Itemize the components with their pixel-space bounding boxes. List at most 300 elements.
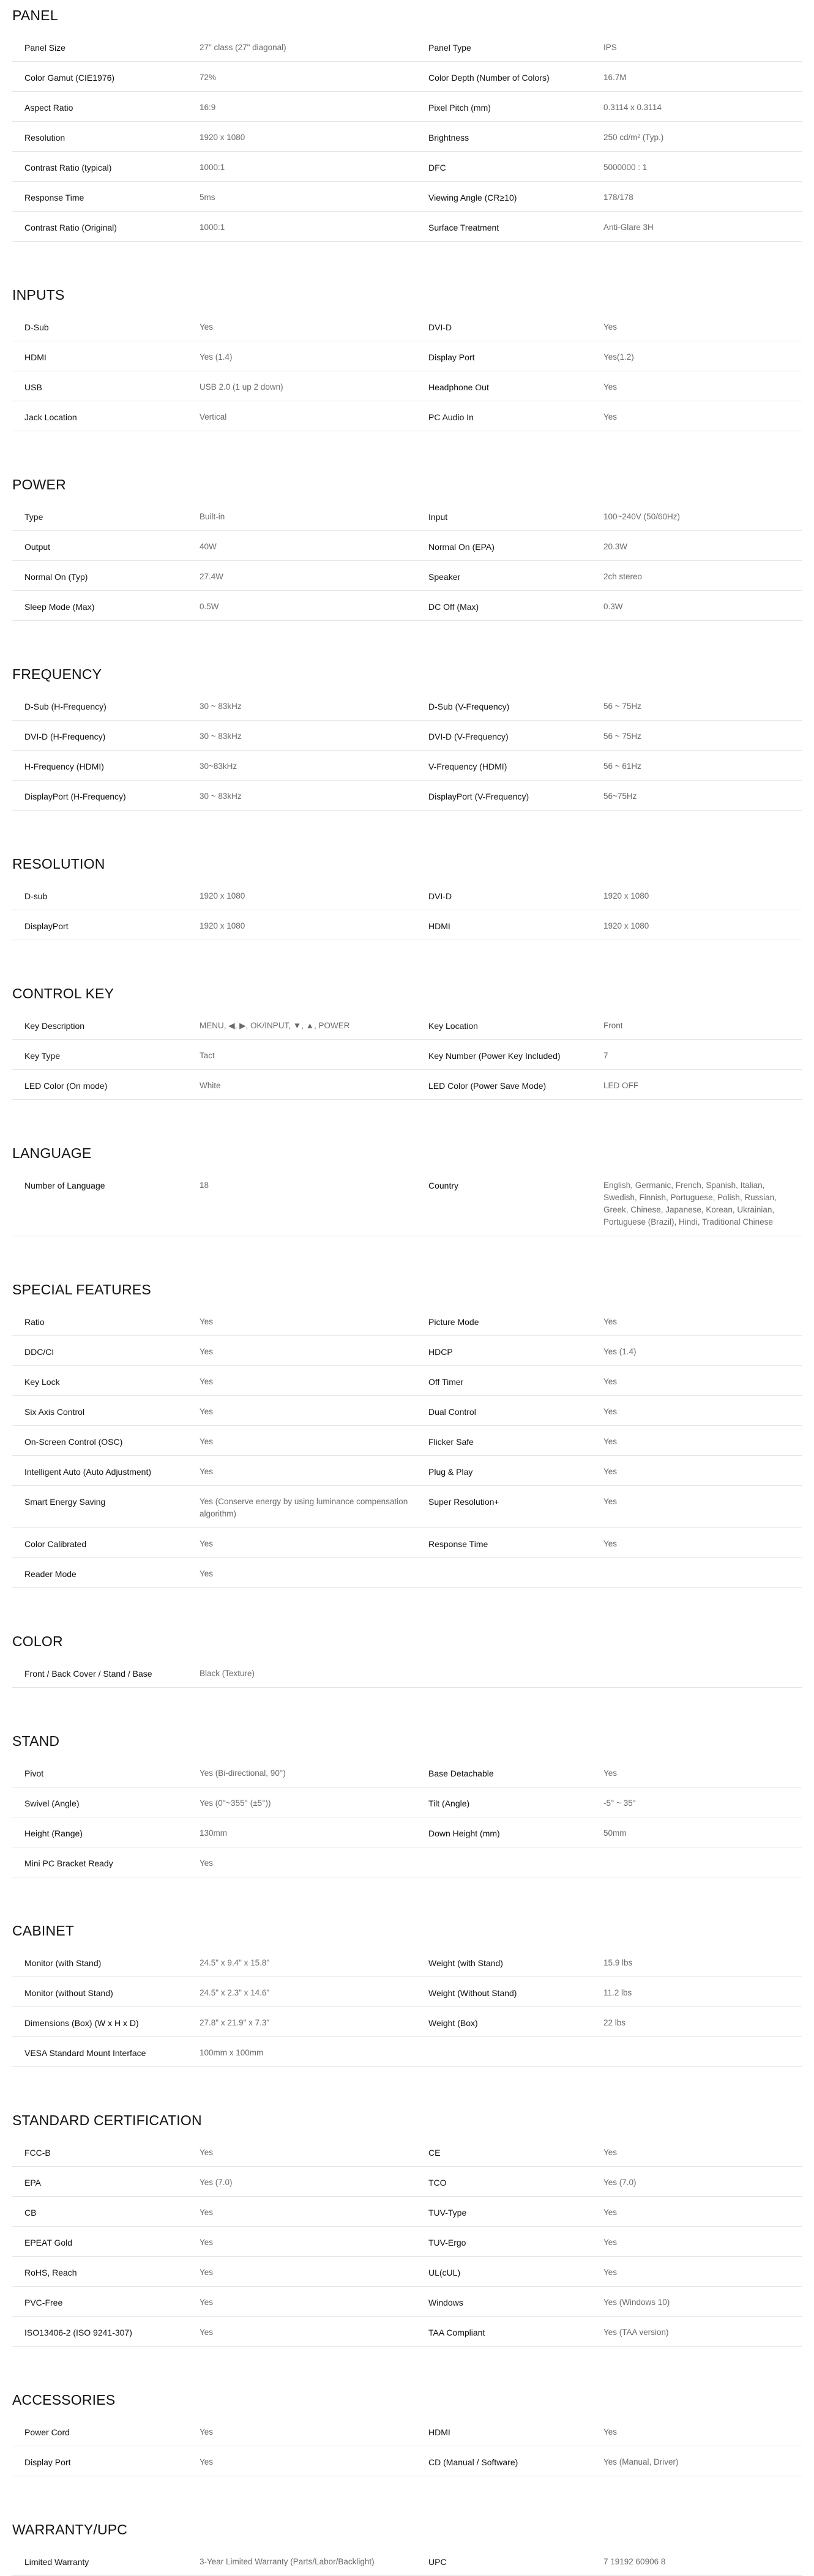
spec-label: Panel Size <box>24 43 65 53</box>
spec-value: MENU, ◀, ▶, OK/INPUT, ▼, ▲, POWER <box>200 1021 350 1030</box>
spec-value: Yes (Manual, Driver) <box>603 2457 679 2467</box>
spec-value: Yes <box>200 2208 214 2217</box>
spec-value: Yes (7.0) <box>200 2178 233 2187</box>
section-title: SPECIAL FEATURES <box>12 1282 151 1297</box>
spec-row <box>12 1366 802 1396</box>
spec-label: HDMI <box>24 352 47 362</box>
spec-label: CD (Manual / Software) <box>428 2457 518 2467</box>
spec-value: Yes <box>603 1437 618 1446</box>
section-title: ACCESSORIES <box>12 2392 116 2408</box>
spec-label: Color Gamut (CIE1976) <box>24 73 115 83</box>
spec-row <box>12 2546 802 2576</box>
section-divider-space <box>12 621 802 659</box>
spec-value: Built-in <box>200 512 225 521</box>
spec-label: Reader Mode <box>24 1569 77 1579</box>
spec-value: 100~240V (50/60Hz) <box>603 512 680 521</box>
spec-label: D-Sub (V-Frequency) <box>428 702 510 711</box>
spec-label: ISO13406-2 (ISO 9241-307) <box>24 2328 132 2337</box>
spec-row <box>12 1306 802 1336</box>
spec-value: Yes <box>200 1407 214 1416</box>
spec-row <box>12 1456 802 1486</box>
spec-label: CE <box>428 2148 441 2158</box>
spec-row <box>12 1170 802 1236</box>
spec-value: Yes <box>603 382 618 392</box>
spec-value: White <box>200 1081 221 1090</box>
spec-value: Yes (1.4) <box>603 1347 637 1356</box>
spec-row <box>12 371 802 401</box>
spec-value: IPS <box>603 43 617 52</box>
spec-value: Yes <box>200 1347 214 1356</box>
spec-value: 56 ~ 75Hz <box>603 732 641 741</box>
spec-row <box>12 1558 802 1588</box>
spec-value: Yes <box>603 2238 618 2247</box>
spec-value: Yes (Bi-directional, 90°) <box>200 1769 286 1778</box>
spec-row <box>12 691 802 721</box>
spec-row <box>12 182 802 212</box>
spec-table <box>12 311 802 431</box>
spec-value: LED OFF <box>603 1081 639 1090</box>
spec-label: Panel Type <box>428 43 471 53</box>
spec-label: Output <box>24 542 51 552</box>
spec-value: 0.3W <box>603 602 623 611</box>
spec-label: Flicker Safe <box>428 1437 474 1447</box>
spec-table <box>12 501 802 621</box>
spec-label: Intelligent Auto (Auto Adjustment) <box>24 1467 152 1477</box>
spec-value: Tact <box>200 1051 215 1060</box>
spec-label: DVI-D (H-Frequency) <box>24 732 106 741</box>
spec-label: EPA <box>24 2178 41 2188</box>
spec-row <box>12 1336 802 1366</box>
spec-label: Brightness <box>428 133 469 143</box>
spec-value: 1920 x 1080 <box>200 133 245 142</box>
spec-label: Front / Back Cover / Stand / Base <box>24 1669 152 1679</box>
spec-table <box>12 880 802 940</box>
spec-value: 7 <box>603 1051 608 1060</box>
spec-value: Yes <box>603 2427 618 2437</box>
section-divider-space <box>12 1588 802 1626</box>
spec-label: DVI-D (V-Frequency) <box>428 732 509 741</box>
spec-label: Pivot <box>24 1769 44 1778</box>
spec-value: Yes (TAA version) <box>603 2328 669 2337</box>
spec-value: 24.5" x 2.3" x 14.6" <box>200 1988 270 1997</box>
spec-row <box>12 2257 802 2287</box>
spec-section-cabinet <box>12 1915 802 2067</box>
spec-value: 56 ~ 61Hz <box>603 762 641 771</box>
spec-value: 0.5W <box>200 602 219 611</box>
spec-row <box>12 2167 802 2197</box>
spec-row <box>12 781 802 811</box>
spec-value: 72% <box>200 73 217 82</box>
spec-value <box>603 1568 802 1580</box>
section-divider-space <box>12 940 802 978</box>
spec-value <box>603 1857 802 1869</box>
spec-value: Yes (1.4) <box>200 352 233 362</box>
spec-value: 30 ~ 83kHz <box>200 792 242 801</box>
spec-table <box>12 2546 802 2576</box>
spec-value: Yes <box>200 2148 214 2157</box>
spec-label: TUV-Type <box>428 2208 467 2218</box>
spec-label: USB <box>24 382 42 392</box>
spec-label: Headphone Out <box>428 382 489 392</box>
spec-table <box>12 2137 802 2347</box>
spec-row <box>12 1947 802 1977</box>
spec-value: Yes <box>603 1377 618 1386</box>
spec-value: 40W <box>200 542 217 551</box>
spec-table <box>12 1758 802 1877</box>
spec-label: RoHS, Reach <box>24 2268 77 2277</box>
spec-section-special-features <box>12 1274 802 1588</box>
spec-value: 1920 x 1080 <box>603 921 649 930</box>
spec-row <box>12 1758 802 1787</box>
spec-value: 1920 x 1080 <box>603 891 649 900</box>
spec-label: DVI-D <box>428 891 452 901</box>
spec-value: Anti-Glare 3H <box>603 223 654 232</box>
spec-label: TAA Compliant <box>428 2328 485 2337</box>
spec-row <box>12 751 802 781</box>
spec-label: D-Sub <box>24 322 49 332</box>
spec-value: Yes <box>200 2427 214 2437</box>
spec-label: Normal On (EPA) <box>428 542 495 552</box>
spec-value: 30~83kHz <box>200 762 237 771</box>
spec-label: Base Detachable <box>428 1769 494 1778</box>
spec-label: UL(cUL) <box>428 2268 461 2277</box>
spec-row <box>12 1817 802 1847</box>
spec-row <box>12 1847 802 1877</box>
spec-label: Ratio <box>24 1317 45 1327</box>
spec-row <box>12 880 802 910</box>
spec-label: Monitor (with Stand) <box>24 1958 102 1968</box>
spec-row <box>12 311 802 341</box>
section-title: POWER <box>12 477 66 492</box>
spec-label: Dual Control <box>428 1407 476 1417</box>
spec-value: Yes <box>200 1317 214 1326</box>
spec-label: CB <box>24 2208 37 2218</box>
spec-value: Yes <box>603 1317 618 1326</box>
spec-label: LED Color (Power Save Mode) <box>428 1081 547 1091</box>
spec-label: Off Timer <box>428 1377 464 1387</box>
spec-row <box>12 92 802 122</box>
spec-value: 1920 x 1080 <box>200 921 245 930</box>
spec-section-control-key <box>12 978 802 1100</box>
spec-value: Yes <box>200 1858 214 1868</box>
spec-label: VESA Standard Mount Interface <box>24 2048 146 2058</box>
spec-value: 27" class (27" diagonal) <box>200 43 286 52</box>
spec-value: Yes (Conserve energy by using luminance compensation algorithm) <box>200 1497 408 1518</box>
spec-section-panel <box>12 0 802 242</box>
spec-value: 130mm <box>200 1828 228 1838</box>
spec-row <box>12 62 802 92</box>
spec-section-accessories <box>12 2385 802 2476</box>
section-title: STANDARD CERTIFICATION <box>12 2112 202 2128</box>
spec-value: Yes <box>200 1437 214 1446</box>
spec-label: TCO <box>428 2178 447 2188</box>
spec-value: Vertical <box>200 412 227 421</box>
spec-value: Yes <box>603 1467 618 1476</box>
spec-value: 27.4W <box>200 572 224 581</box>
spec-value: 22 lbs <box>603 2018 626 2027</box>
spec-value: Yes <box>603 412 618 421</box>
spec-label: Jack Location <box>24 412 77 422</box>
spec-value: Front <box>603 1021 623 1030</box>
spec-label: FCC-B <box>24 2148 51 2158</box>
spec-label: Country <box>428 1181 459 1190</box>
section-divider-space <box>12 2347 802 2385</box>
spec-value: Yes <box>200 1539 214 1548</box>
spec-value: 16:9 <box>200 103 216 112</box>
spec-row <box>12 2007 802 2037</box>
spec-value: Yes (0°~355° (±5°)) <box>200 1798 271 1808</box>
spec-label: D-Sub (H-Frequency) <box>24 702 106 711</box>
spec-table <box>12 691 802 811</box>
section-divider-space <box>12 1688 802 1726</box>
spec-value: Yes <box>200 322 214 332</box>
spec-row <box>12 561 802 591</box>
spec-label: LED Color (On mode) <box>24 1081 108 1091</box>
spec-value: 24.5" x 9.4" x 15.8" <box>200 1958 270 1967</box>
section-title: COLOR <box>12 1633 63 1649</box>
spec-value: Yes <box>603 2268 618 2277</box>
spec-row <box>12 152 802 182</box>
spec-value: 18 <box>200 1181 209 1190</box>
spec-value: Yes <box>603 1407 618 1416</box>
spec-value: USB 2.0 (1 up 2 down) <box>200 382 283 392</box>
spec-row <box>12 1070 802 1100</box>
spec-label: DisplayPort (V-Frequency) <box>428 792 529 801</box>
spec-value: Yes <box>603 1497 618 1506</box>
spec-label: Key Number (Power Key Included) <box>428 1051 561 1061</box>
spec-label: HDMI <box>428 921 450 931</box>
spec-label: Response Time <box>428 1539 488 1549</box>
spec-label: PVC-Free <box>24 2298 63 2307</box>
spec-label: Key Location <box>428 1021 478 1031</box>
spec-label: Picture Mode <box>428 1317 479 1327</box>
spec-row <box>12 122 802 152</box>
spec-label: Windows <box>428 2298 463 2307</box>
section-divider-space <box>12 1877 802 1915</box>
spec-value: 1920 x 1080 <box>200 891 245 900</box>
spec-label: Power Cord <box>24 2427 70 2437</box>
spec-row <box>12 1396 802 1426</box>
spec-label <box>428 1568 603 1580</box>
spec-label: Viewing Angle (CR≥10) <box>428 193 517 202</box>
spec-label: Tilt (Angle) <box>428 1798 470 1808</box>
spec-label: Contrast Ratio (typical) <box>24 163 112 173</box>
spec-label: Color Depth (Number of Colors) <box>428 73 550 83</box>
spec-section-power <box>12 469 802 621</box>
spec-value <box>603 1668 802 1680</box>
spec-table <box>12 1306 802 1588</box>
spec-row <box>12 32 802 62</box>
spec-label: Surface Treatment <box>428 223 499 232</box>
spec-value: -5° ~ 35° <box>603 1798 637 1808</box>
spec-row <box>12 1486 802 1528</box>
spec-section-warranty-upc <box>12 2514 802 2576</box>
spec-value: Yes <box>200 1569 214 1578</box>
spec-table <box>12 1010 802 1100</box>
section-divider-space <box>12 242 802 280</box>
spec-value: 56 ~ 75Hz <box>603 702 641 711</box>
spec-label: Contrast Ratio (Original) <box>24 223 117 232</box>
spec-section-frequency <box>12 659 802 811</box>
spec-row <box>12 591 802 621</box>
spec-value: Yes <box>200 2238 214 2247</box>
section-divider-space <box>12 1100 802 1138</box>
spec-row <box>12 2416 802 2446</box>
spec-row <box>12 401 802 431</box>
spec-value: 16.7M <box>603 73 627 82</box>
section-title: CONTROL KEY <box>12 985 114 1001</box>
spec-label: Six Axis Control <box>24 1407 85 1417</box>
spec-row <box>12 212 802 242</box>
spec-row <box>12 2446 802 2476</box>
spec-value: 5ms <box>200 193 215 202</box>
spec-label: Response Time <box>24 193 84 202</box>
spec-label: DFC <box>428 163 446 173</box>
spec-value: 11.2 lbs <box>603 1988 632 1997</box>
spec-label: HDMI <box>428 2427 450 2437</box>
spec-row <box>12 1010 802 1040</box>
section-divider-space <box>12 811 802 848</box>
spec-value: 100mm x 100mm <box>200 2048 264 2057</box>
spec-row <box>12 2137 802 2167</box>
spec-row <box>12 1040 802 1070</box>
spec-label <box>428 2047 603 2059</box>
section-title: STAND <box>12 1733 60 1749</box>
spec-value: 178/178 <box>603 193 633 202</box>
spec-value: English, Germanic, French, Spanish, Italian, Swedish, Finnish, Portuguese, Polish, Russian, Greek, Chinese, Japanese, Korean, Ukrainian, Portuguese (Brazil), Hindi, Traditional Chinese <box>603 1181 777 1227</box>
spec-label: Color Calibrated <box>24 1539 87 1549</box>
spec-row <box>12 1528 802 1558</box>
spec-label: Input <box>428 512 448 522</box>
spec-label: Display Port <box>24 2457 71 2467</box>
spec-label: Weight (with Stand) <box>428 1958 503 1968</box>
spec-row <box>12 1426 802 1456</box>
spec-row <box>12 2037 802 2067</box>
spec-section-standard-certification <box>12 2105 802 2347</box>
spec-label: Dimensions (Box) (W x H x D) <box>24 2018 139 2028</box>
spec-row <box>12 2287 802 2317</box>
spec-value: 20.3W <box>603 542 628 551</box>
spec-section-resolution <box>12 848 802 940</box>
spec-label: Key Lock <box>24 1377 60 1387</box>
spec-table <box>12 1658 802 1688</box>
spec-section-inputs <box>12 280 802 431</box>
spec-label: Key Description <box>24 1021 85 1031</box>
spec-label: Smart Energy Saving <box>24 1497 106 1507</box>
spec-value: 1000:1 <box>200 163 225 172</box>
spec-value: Yes <box>200 1467 214 1476</box>
spec-value: 15.9 lbs <box>603 1958 633 1967</box>
spec-value: 30 ~ 83kHz <box>200 702 242 711</box>
spec-row <box>12 531 802 561</box>
spec-table <box>12 2416 802 2476</box>
spec-label: Limited Warranty <box>24 2557 89 2567</box>
spec-row <box>12 2197 802 2227</box>
spec-value <box>603 2047 802 2059</box>
spec-label: Weight (Without Stand) <box>428 1988 517 1998</box>
spec-label: EPEAT Gold <box>24 2238 73 2248</box>
spec-row <box>12 1787 802 1817</box>
spec-row <box>12 341 802 371</box>
spec-value: Yes(1.2) <box>603 352 634 362</box>
section-divider-space <box>12 2067 802 2105</box>
spec-label: Down Height (mm) <box>428 1828 500 1838</box>
spec-table <box>12 32 802 242</box>
spec-label: H-Frequency (HDMI) <box>24 762 104 771</box>
spec-label: Normal On (Typ) <box>24 572 88 582</box>
section-divider-space <box>12 431 802 469</box>
spec-label: Swivel (Angle) <box>24 1798 80 1808</box>
spec-value: 50mm <box>603 1828 627 1838</box>
spec-value: Yes <box>603 2208 618 2217</box>
section-title: INPUTS <box>12 287 65 303</box>
spec-label: DisplayPort <box>24 921 69 931</box>
spec-value: Yes <box>200 1377 214 1386</box>
spec-value: 7 19192 60906 8 <box>603 2557 666 2566</box>
spec-label: Height (Range) <box>24 1828 83 1838</box>
spec-row <box>12 501 802 531</box>
spec-sheet <box>12 0 802 2576</box>
spec-value: 250 cd/m² (Typ.) <box>603 133 664 142</box>
spec-label: Type <box>24 512 43 522</box>
section-title: WARRANTY/UPC <box>12 2522 128 2537</box>
spec-label: Super Resolution+ <box>428 1497 499 1507</box>
spec-label: Display Port <box>428 352 475 362</box>
spec-table <box>12 1170 802 1236</box>
spec-value: Yes <box>603 1769 618 1778</box>
spec-label: UPC <box>428 2557 447 2567</box>
spec-label: Sleep Mode (Max) <box>24 602 95 612</box>
spec-value: Yes <box>200 2268 214 2277</box>
spec-label: DC Off (Max) <box>428 602 479 612</box>
spec-label: Aspect Ratio <box>24 103 73 113</box>
spec-value: Yes (7.0) <box>603 2178 637 2187</box>
spec-label: TUV-Ergo <box>428 2238 466 2248</box>
section-title: PANEL <box>12 7 58 23</box>
spec-value: Yes <box>200 2457 214 2467</box>
spec-label: Key Type <box>24 1051 61 1061</box>
spec-label <box>428 1857 603 1869</box>
spec-value: 0.3114 x 0.3114 <box>603 103 662 112</box>
spec-row <box>12 910 802 940</box>
spec-value: Yes <box>200 2298 214 2307</box>
spec-section-stand <box>12 1726 802 1877</box>
spec-value: 1000:1 <box>200 223 225 232</box>
spec-label: HDCP <box>428 1347 453 1357</box>
spec-label: DVI-D <box>428 322 452 332</box>
spec-label <box>428 1668 603 1680</box>
spec-label: DisplayPort (H-Frequency) <box>24 792 126 801</box>
spec-row <box>12 721 802 751</box>
spec-label: V-Frequency (HDMI) <box>428 762 507 771</box>
spec-value: 56~75Hz <box>603 792 637 801</box>
spec-value: Black (Texture) <box>200 1669 255 1678</box>
spec-label: DDC/CI <box>24 1347 54 1357</box>
spec-label: Monitor (without Stand) <box>24 1988 113 1998</box>
spec-value: Yes <box>603 2148 618 2157</box>
spec-value: Yes <box>200 2328 214 2337</box>
section-title: CABINET <box>12 1923 75 1939</box>
spec-value: Yes <box>603 322 618 332</box>
section-divider-space <box>12 1236 802 1274</box>
spec-label: Weight (Box) <box>428 2018 478 2028</box>
spec-row <box>12 2317 802 2347</box>
spec-row <box>12 1658 802 1688</box>
spec-label: Resolution <box>24 133 65 143</box>
spec-value: 27.8" x 21.9" x 7.3" <box>200 2018 270 2027</box>
spec-value: Yes <box>603 1539 618 1548</box>
spec-row <box>12 1977 802 2007</box>
